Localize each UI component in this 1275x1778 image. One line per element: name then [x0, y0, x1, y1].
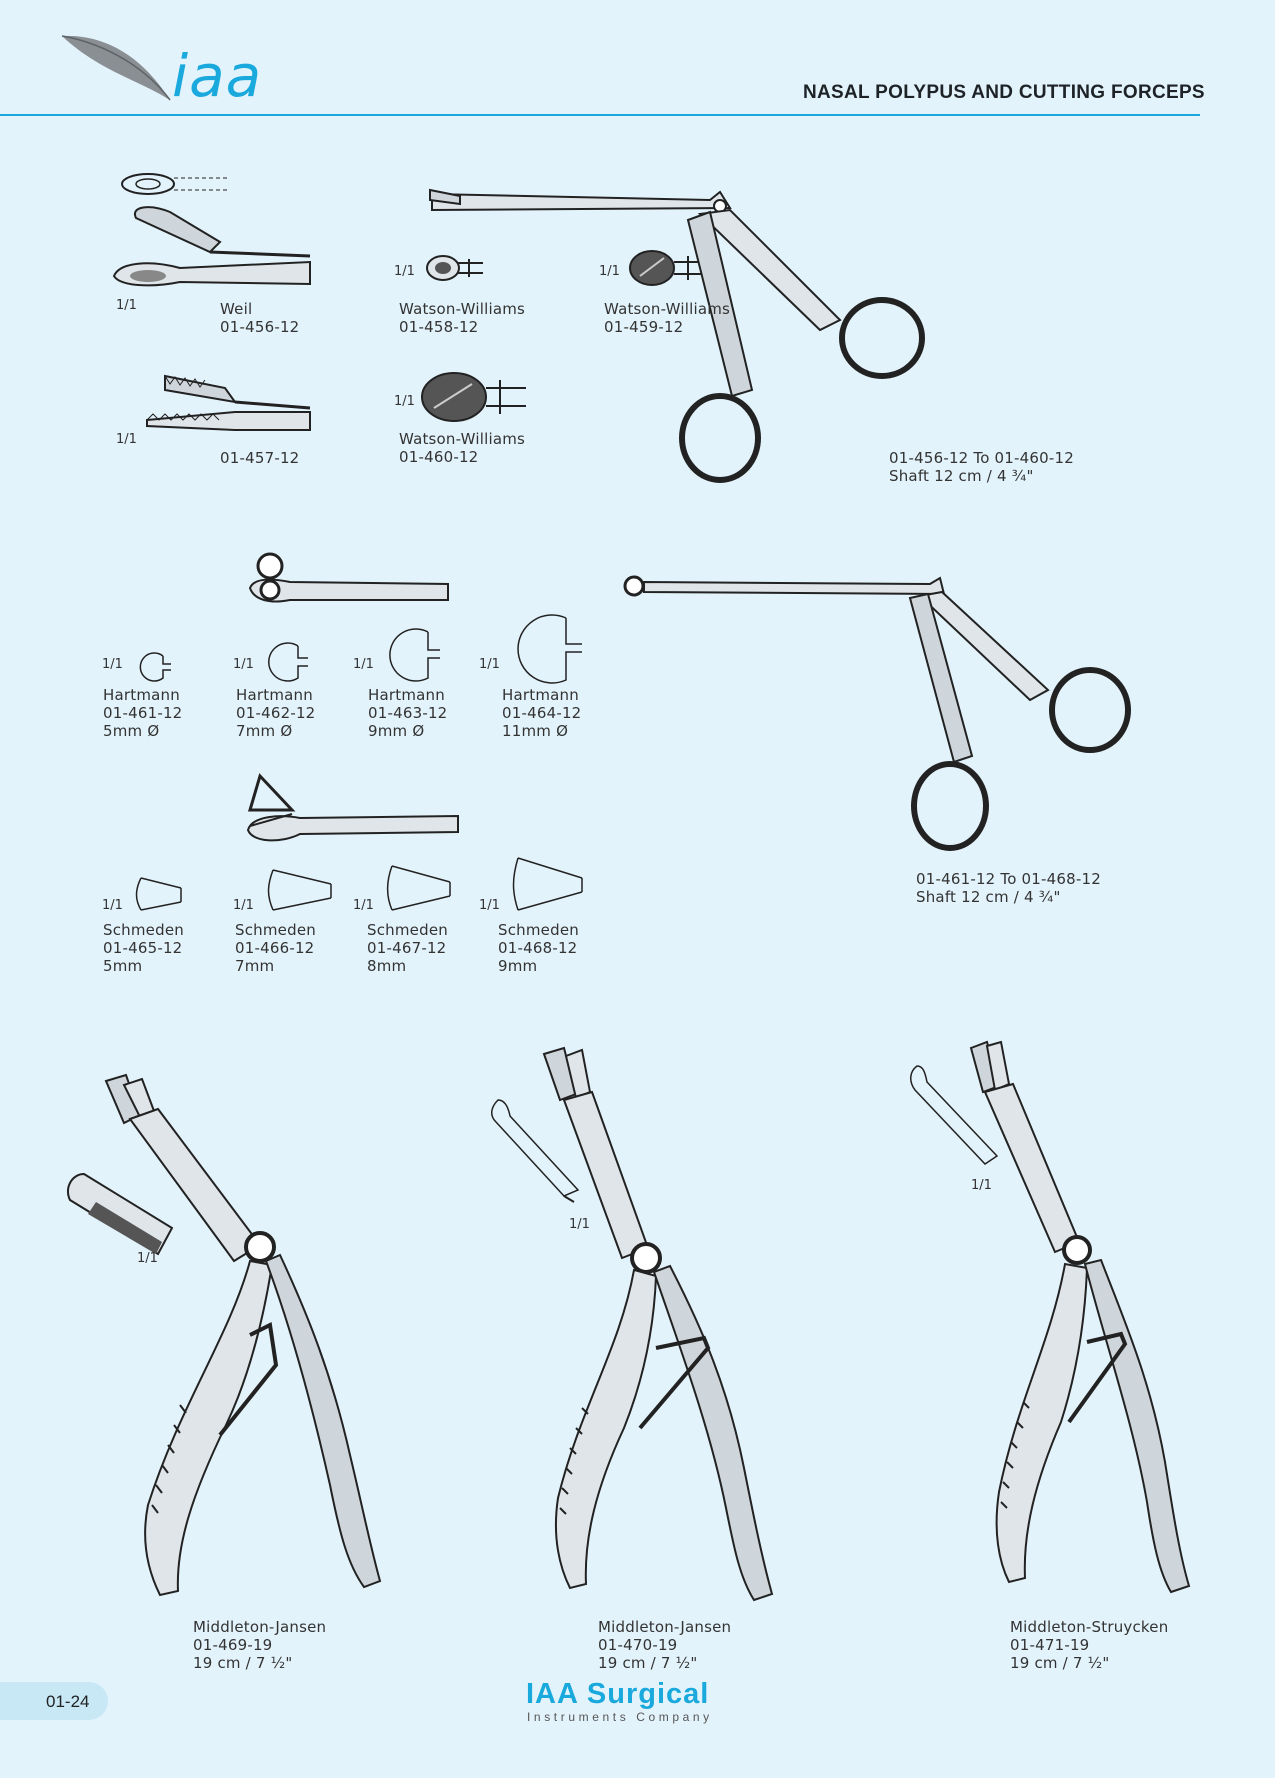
scale-label: 1/1 — [599, 264, 620, 279]
product-code: 01-462-12 — [236, 704, 316, 722]
hartmann-forceps-drawing — [620, 568, 1140, 868]
product-size: 5mm Ø — [103, 722, 160, 740]
product-name: Middleton-Jansen — [193, 1618, 327, 1636]
product-code: 01-459-12 — [604, 318, 684, 336]
scale-label: 1/1 — [102, 898, 123, 913]
schmeden-tip-8mm-drawing — [384, 862, 454, 914]
cutting-tip-drawing — [135, 368, 315, 438]
product-name: Weil — [220, 300, 253, 318]
product-code: 01-469-19 — [193, 1636, 273, 1654]
brand-name: IAA Surgical — [526, 1678, 710, 1710]
product-code: 01-457-12 — [220, 449, 300, 467]
scale-label: 1/1 — [116, 432, 137, 447]
product-name: Hartmann — [103, 686, 180, 704]
scale-label: 1/1 — [353, 898, 374, 913]
scale-label: 1/1 — [569, 1217, 590, 1232]
product-size: 11mm Ø — [502, 722, 569, 740]
scale-label: 1/1 — [394, 264, 415, 279]
product-size: 7mm — [235, 957, 275, 975]
page-number: 01-24 — [46, 1692, 90, 1711]
product-code: 01-467-12 — [367, 939, 447, 957]
product-code: 01-471-19 — [1010, 1636, 1090, 1654]
product-name: Hartmann — [368, 686, 445, 704]
product-code: 01-465-12 — [103, 939, 183, 957]
hartmann-cup-7mm-drawing — [262, 640, 312, 684]
product-size: 7mm Ø — [236, 722, 293, 740]
schmeden-tip-drawing — [240, 770, 460, 850]
product-name: Middleton-Jansen — [598, 1618, 732, 1636]
scale-label: 1/1 — [479, 898, 500, 913]
range-label: 01-461-12 To 01-468-12 — [916, 870, 1101, 888]
hartmann-cup-5mm-drawing — [133, 650, 178, 684]
scale-label: 1/1 — [971, 1178, 992, 1193]
schmeden-tip-5mm-drawing — [133, 874, 183, 914]
product-name: Watson-Williams — [399, 300, 526, 318]
middleton-jansen-2-rongeur-drawing — [540, 1048, 790, 1618]
product-size: 9mm — [498, 957, 538, 975]
product-name: Schmeden — [103, 921, 184, 939]
product-code: 01-470-19 — [598, 1636, 678, 1654]
product-code: 01-466-12 — [235, 939, 315, 957]
scale-label: 1/1 — [394, 394, 415, 409]
product-code: 01-463-12 — [368, 704, 448, 722]
product-name: Hartmann — [236, 686, 313, 704]
product-code: 01-461-12 — [103, 704, 183, 722]
hartmann-cup-11mm-drawing — [508, 612, 588, 686]
hartmann-cup-9mm-drawing — [382, 626, 444, 684]
brand-subtitle: Instruments Company — [527, 1710, 713, 1724]
scale-label: 1/1 — [233, 657, 254, 672]
product-size: 19 cm / 7 ½" — [598, 1654, 698, 1672]
product-size: 19 cm / 7 ½" — [1010, 1654, 1110, 1672]
product-size: 8mm — [367, 957, 407, 975]
product-size: 19 cm / 7 ½" — [193, 1654, 293, 1672]
scale-label: 1/1 — [102, 657, 123, 672]
range-label: 01-456-12 To 01-460-12 — [889, 449, 1074, 467]
product-name: Schmeden — [498, 921, 579, 939]
header-divider — [0, 114, 1200, 116]
product-name: Hartmann — [502, 686, 579, 704]
schmeden-tip-9mm-drawing — [510, 854, 586, 914]
product-name: Watson-Williams — [399, 430, 526, 448]
product-name: Watson-Williams — [604, 300, 731, 318]
scale-label: 1/1 — [137, 1251, 158, 1266]
product-code: 01-464-12 — [502, 704, 582, 722]
page-title: NASAL POLYPUS AND CUTTING FORCEPS — [803, 82, 1205, 103]
scale-label: 1/1 — [233, 898, 254, 913]
weil-tip-drawing — [110, 168, 315, 293]
shaft-label: Shaft 12 cm / 4 ¾" — [889, 467, 1034, 485]
scale-label: 1/1 — [116, 298, 137, 313]
product-size: 9mm Ø — [368, 722, 425, 740]
product-code: 01-460-12 — [399, 448, 479, 466]
product-name: Schmeden — [235, 921, 316, 939]
feather-logo-icon — [58, 30, 178, 110]
product-code: 01-458-12 — [399, 318, 479, 336]
logo-text: iaa — [172, 42, 263, 110]
middleton-struycken-rongeur-drawing — [965, 1042, 1205, 1602]
product-name: Schmeden — [367, 921, 448, 939]
hartmann-tip-drawing — [240, 548, 450, 608]
middleton-jansen-rongeur-drawing — [100, 1075, 380, 1610]
product-code: 01-468-12 — [498, 939, 578, 957]
product-size: 5mm — [103, 957, 143, 975]
product-name: Middleton-Struycken — [1010, 1618, 1169, 1636]
scale-label: 1/1 — [479, 657, 500, 672]
schmeden-tip-7mm-drawing — [265, 866, 335, 914]
product-code: 01-456-12 — [220, 318, 300, 336]
scale-label: 1/1 — [353, 657, 374, 672]
shaft-label: Shaft 12 cm / 4 ¾" — [916, 888, 1061, 906]
